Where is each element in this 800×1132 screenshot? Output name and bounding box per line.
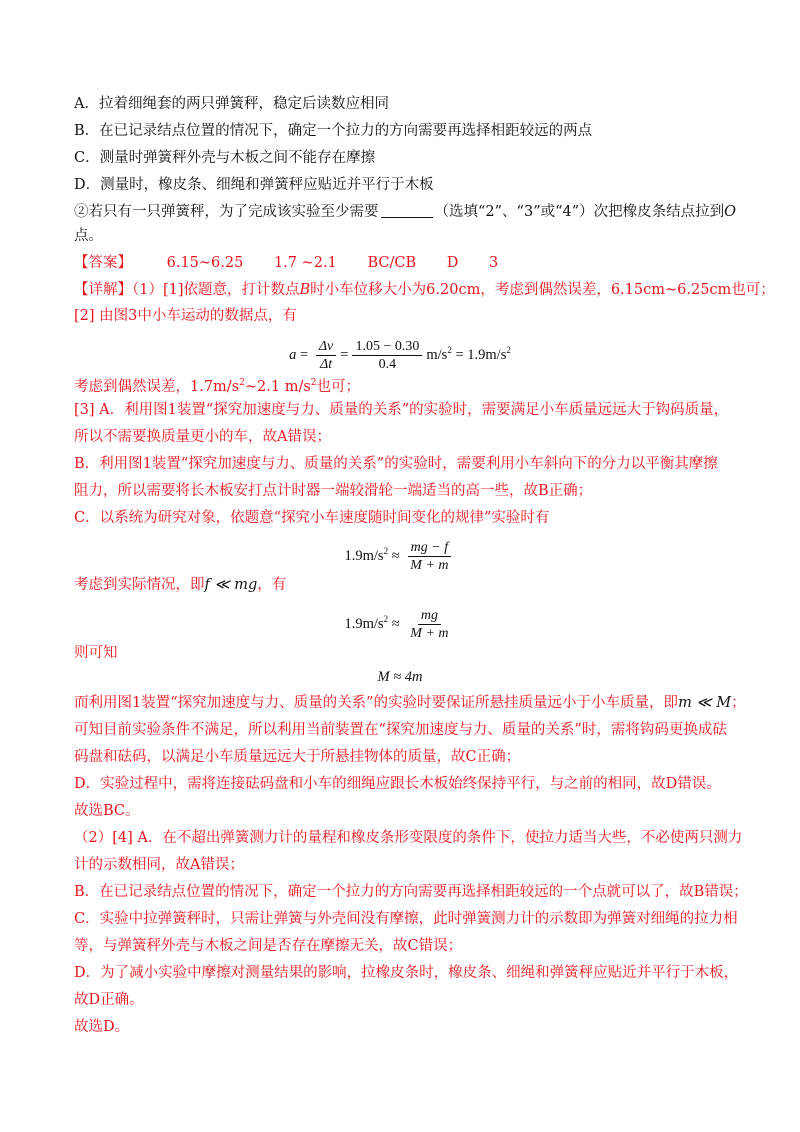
equation-3 [0,600,800,643]
equation-4: M ≈ 4m [377,669,423,685]
eq1-unit: m/s [426,347,448,363]
detail-4-1m: m ≪ M [678,695,732,711]
eq1-num2: 1.05 − 0.30 [352,338,422,356]
answer-5: 3 [488,255,499,271]
equation-1: a = $\frac{\Delta v}{\Delta t}$ = $\frac{1.05 - 0.30}{0.4}$ $m/s^2 = 1.9m/s^2$ [289,339,511,373]
eq3-lhs: 1.9m/s [344,616,384,632]
answer-1: 6.15~6.25 [166,255,244,271]
detail-err-b: ~2.1 m/s [244,379,311,395]
detail-4-1a: 而利用图1装置“探究加速度与力、质量的关系”的实验时要保证所悬挂质量远小于小车质量，即 [74,695,679,711]
eq2-sup: 2 [383,546,389,556]
detail-1 [74,280,775,300]
detail-2d-2: 故D正确。 [74,992,144,1008]
detail-4-1b: ； [731,695,746,711]
eq1-sup2: 2 [506,345,511,355]
eq3-frac [407,607,451,642]
eq1-sup: 2 [447,345,452,355]
eq3-sup: 2 [383,614,389,624]
answer-label: 【答案】 [74,255,132,271]
answer-3: BC/CB [367,255,417,271]
point-o: O [724,204,737,220]
detail-2c-1: C．实验中拉弹簧秤时，只需让弹簧与外壳间没有摩擦，此时弹簧测力计的示数即为弹簧对细绳的拉力相 [74,911,738,927]
eq3-num: mg [418,607,441,625]
question-2-text: ②若只有一只弹簧秤，为了完成该实验至少需要 [74,204,379,220]
eq1-frac1 [316,338,336,373]
detail-4-1 [74,693,746,713]
eq1-frac2 [352,338,422,373]
eq2-num: mg − f [408,539,451,557]
answer-line [74,253,730,273]
eq1-result: = 1.9m/s [451,347,507,363]
answer-4: D [446,255,459,271]
eq2-approx: ≈ [388,548,404,564]
detail-err-a: 考虑到偶然误差，1.7m/s [74,379,240,395]
detail-3b-2: 阻力，所以需要将长木板安打点计时器一端较滑轮一端适当的高一些，故B正确； [74,483,593,499]
eq3-approx: ≈ [388,616,404,632]
question-2 [74,202,737,222]
detail-err-sup: 2 [239,378,245,388]
detail-choose-1: 故选BC。 [74,803,140,819]
detail-err-sup2: 2 [310,378,317,388]
detail-3c-1: C．以系统为研究对象，依题意“探究小车速度随时间变化的规律”实验时有 [74,510,550,526]
answer-blank [381,205,433,218]
detail-3b-1: B．利用图1装置“探究加速度与力、质量的关系”的实验时，需要利用小车斜向下的分力以平衡其摩擦 [74,456,718,472]
detail-1-text-b: 时小车位移大小为6.20cm，考虑到偶然误差，6.15cm~6.25cm也可； [310,282,775,298]
eq1-den1: Δt [320,357,333,373]
detail-real-a: 考虑到实际情况，即 [74,577,205,593]
detail-then: 则可知 [74,645,118,661]
detail-err-c: 也可； [316,379,361,395]
eq2-den: M + m [410,558,449,574]
detail-3a-2: 所以不需要换质量更小的车，故A错误； [74,429,331,445]
detail-4-3: 码盘和砝码，以满足小车质量远远大于所悬挂物体的质量，故C正确； [74,749,521,765]
eq1-lhs: a [289,347,297,363]
detail-2c-2: 等，与弹簧秤外壳与木板之间是否存在摩擦无关，故C错误； [74,938,463,954]
question-2-tail: 点。 [74,228,103,244]
detail-3a-1: [3] A．利用图1装置“探究加速度与力、质量的关系”的实验时，需要满足小车质量远远大于钩码质量， [74,402,729,418]
detail-real-math: f ≪ mg [204,577,258,593]
question-2-text-b: （选填“2”、“3”或“4”）次把橡皮条结点拉到 [434,204,725,220]
detail-choose-2: 故选D。 [74,1019,130,1035]
eq2-lhs: 1.9m/s [344,548,384,564]
detail-2b: B．在已记录结点位置的情况下，确定一个拉力的方向需要再选择相距较远的一个点就可以了，故B错误； [74,884,748,900]
option-d: D．测量时，橡皮条、细绳和弹簧秤应贴近并平行于木板 [74,177,434,193]
eq1-den2: 0.4 [378,357,397,373]
equation-2 [0,532,800,575]
detail-error [74,373,730,397]
eq1-num1: Δv [316,338,336,356]
option-b: B．在已记录结点位置的情况下，确定一个拉力的方向需要再选择相距较远的两点 [74,123,593,139]
detail-d: D．实验过程中，需将连接砝码盘和小车的细绳应跟长木板始终保持平行，与之前的相同，故D错误。 [74,776,721,792]
detail-2: [2] 由图3中小车运动的数据点，有 [74,308,297,324]
option-a: A．拉着细绳套的两只弹簧秤，稳定后读数应相同 [74,96,389,112]
detail-real [74,575,730,595]
detail-2a-2: 计的示数相同，故A错误； [74,857,244,873]
detail-4-2: 可知目前实验条件不满足，所以利用当前装置在“探究加速度与力、质量的关系”时，需将钩码更换成砝 [74,722,727,738]
point-b: B [299,282,311,298]
eq2-frac [407,539,451,574]
detail-1-text: 【详解】（1）[1]依题意，打计数点 [74,282,300,298]
detail-real-b: ，有 [257,577,287,593]
eq3-den: M + m [410,626,449,642]
option-c: C．测量时弹簧秤外壳与木板之间不能存在摩擦 [74,150,376,166]
detail-2d-1: D．为了减小实验中摩擦对测量结果的影响，拉橡皮条时，橡皮条、细绳和弹簧秤应贴近并平行于木板， [74,965,739,981]
answer-2: 1.7 ~2.1 [273,255,337,271]
detail-2a-1: （2）[4] A．在不超出弹簧测力计的量程和橡皮条形变限度的条件下，使拉力适当大些，不必使两只测力 [74,830,743,846]
